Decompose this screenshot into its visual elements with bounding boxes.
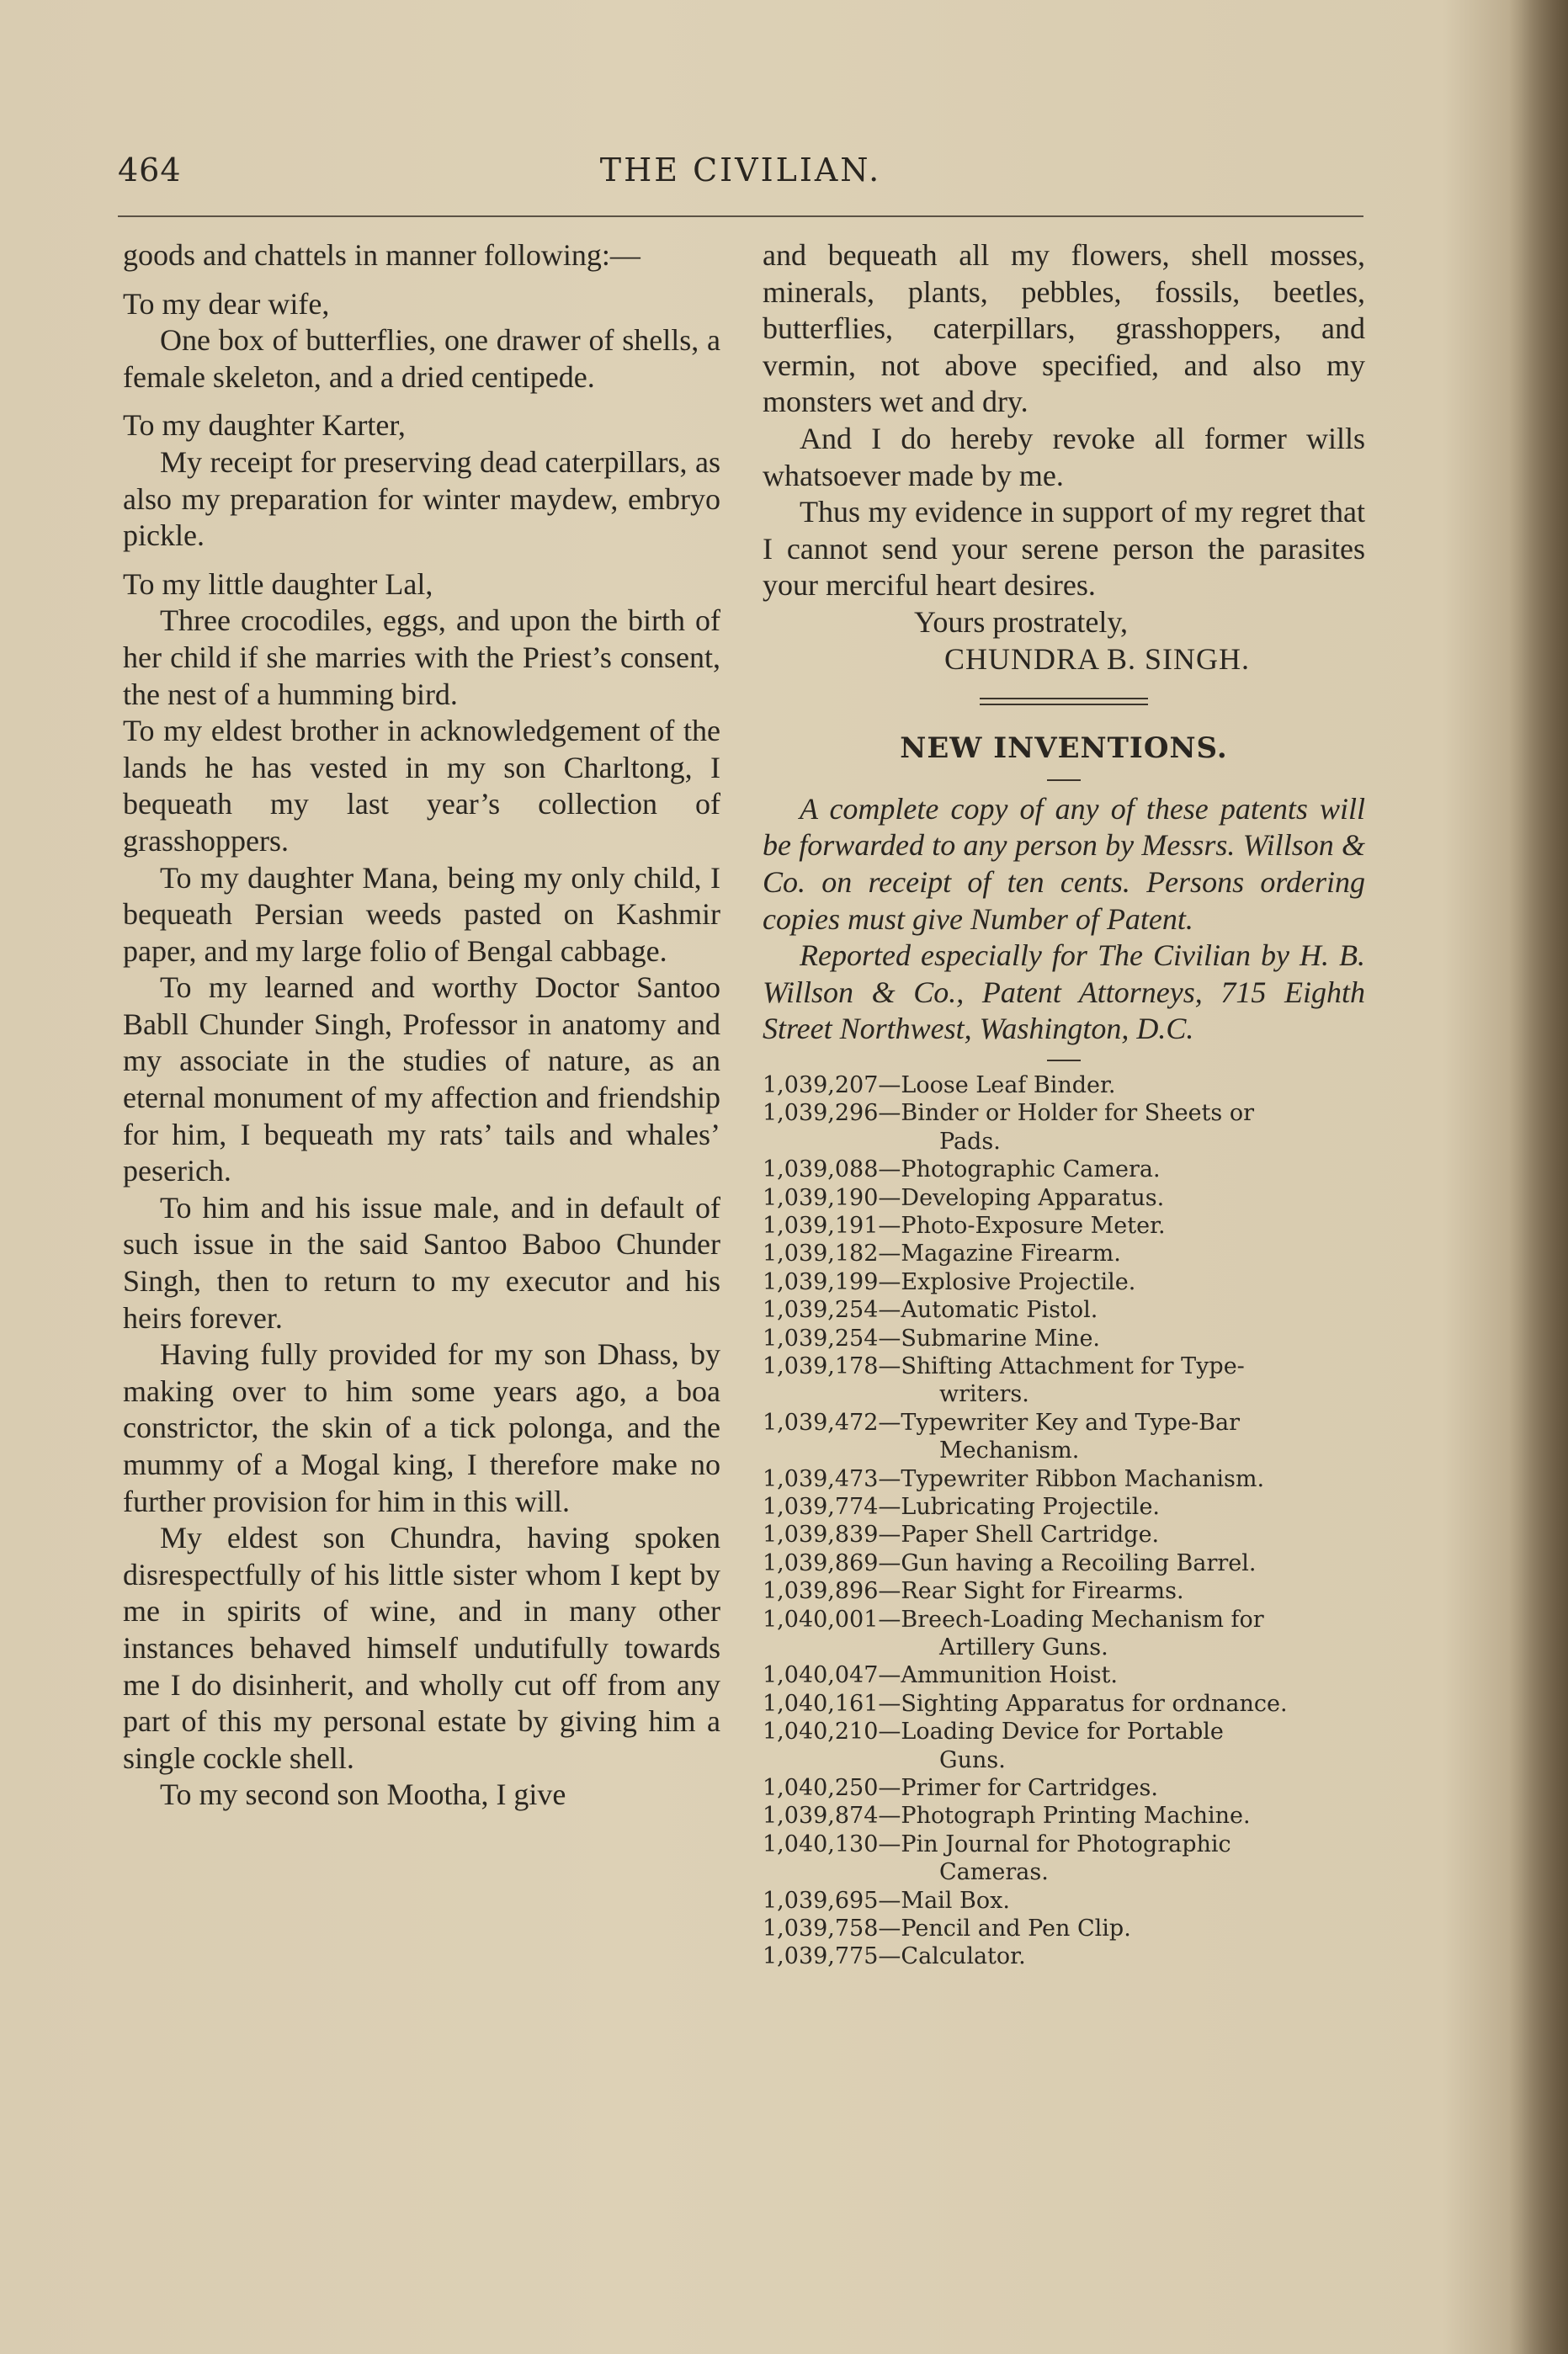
patent-title: Sighting Apparatus for ordnance. bbox=[901, 1690, 1288, 1717]
section-intro: A complete copy of any of these patents will be forwarded to any person by Messrs. Willson & Co. on receipt of ten cents. Persons ordering copies must give Number of Patent. bbox=[763, 791, 1365, 936]
em-dash: — bbox=[878, 1662, 901, 1689]
patent-number: 1,039,839 bbox=[763, 1522, 879, 1549]
em-dash: — bbox=[878, 1775, 901, 1802]
patent-title: Calculator. bbox=[901, 1943, 1026, 1970]
em-dash: — bbox=[878, 1297, 901, 1324]
patent-number: 1,039,473 bbox=[763, 1465, 879, 1492]
em-dash: — bbox=[878, 1522, 901, 1549]
book-spine-shadow bbox=[1509, 0, 1568, 2354]
patent-title-continuation: Guns. bbox=[939, 1746, 1006, 1773]
patent-title: Photograph Printing Machine. bbox=[901, 1803, 1251, 1830]
patent-item bbox=[763, 1690, 1365, 1718]
patent-number: 1,039,869 bbox=[763, 1549, 879, 1576]
paragraph: One box of butterflies, one drawer of shells, a female skeleton, and a dried centipede. bbox=[123, 323, 720, 394]
em-dash: — bbox=[878, 1352, 901, 1379]
patent-item bbox=[763, 1521, 1365, 1549]
patent-title: Explosive Projectile. bbox=[901, 1268, 1136, 1295]
patent-item bbox=[763, 1240, 1365, 1267]
patent-title-continuation: Artillery Guns. bbox=[939, 1634, 1108, 1661]
patent-item bbox=[763, 1802, 1365, 1830]
section-credit: Reported especially for The Civilian by H. B. Willson & Co., Patent Attorneys, 715 Eighth Street Northwest, Washington, D.C. bbox=[763, 938, 1365, 1046]
em-dash: — bbox=[878, 1409, 901, 1436]
patent-item bbox=[763, 1325, 1365, 1352]
patent-item bbox=[763, 1718, 1365, 1774]
em-dash: — bbox=[878, 1606, 901, 1633]
patent-item bbox=[763, 1942, 1365, 1970]
paragraph: Having fully provided for my son Dhass, by making over to him some years ago, a boa constrictor, the skin of a tick polonga, and the mummy of a Mogal king, I therefore make no further provision for him in this will. bbox=[123, 1337, 720, 1518]
em-dash: — bbox=[878, 1071, 901, 1098]
em-dash: — bbox=[878, 1268, 901, 1295]
patent-number: 1,039,182 bbox=[763, 1241, 879, 1267]
section-title: NEW INVENTIONS. bbox=[900, 731, 1228, 766]
em-dash: — bbox=[878, 1156, 901, 1183]
running-head bbox=[118, 151, 1363, 202]
patent-title: Typewriter Key and Type-Bar bbox=[901, 1409, 1241, 1436]
patent-title: Magazine Firearm. bbox=[901, 1241, 1121, 1267]
patent-item bbox=[763, 1774, 1365, 1802]
patent-number: 1,039,774 bbox=[763, 1493, 879, 1520]
em-dash: — bbox=[878, 1465, 901, 1492]
patent-number: 1,040,001 bbox=[763, 1606, 879, 1633]
left-column bbox=[123, 237, 720, 1814]
paragraph: and bequeath all my flowers, shell mosses, minerals, plants, pebbles, fossils, beetles, butterflies, caterpillars, grasshoppers, and vermin, not above specified, and also my monsters wet and dry. bbox=[763, 238, 1365, 419]
patent-number: 1,039,896 bbox=[763, 1578, 879, 1605]
patent-number: 1,040,047 bbox=[763, 1662, 879, 1689]
patent-number: 1,039,207 bbox=[763, 1071, 879, 1098]
patent-number: 1,039,254 bbox=[763, 1325, 879, 1352]
spacer bbox=[123, 396, 720, 407]
patent-number: 1,039,191 bbox=[763, 1212, 879, 1239]
em-dash: — bbox=[878, 1803, 901, 1830]
signature: CHUNDRA B. SINGH. bbox=[944, 641, 1251, 676]
patent-number: 1,039,874 bbox=[763, 1803, 879, 1830]
patent-title: Paper Shell Cartridge. bbox=[901, 1522, 1160, 1549]
patent-number: 1,039,199 bbox=[763, 1268, 879, 1295]
patent-title: Submarine Mine. bbox=[901, 1325, 1101, 1352]
paragraph: goods and chattels in manner following:— bbox=[123, 238, 640, 272]
paragraph: To my eldest brother in acknowledgement of the lands he has vested in my son Charltong, I bequeath my last year’s collection of grasshoppers. bbox=[123, 714, 720, 858]
paragraph: To my second son Mootha, I give bbox=[160, 1777, 566, 1812]
paragraph: Thus my evidence in support of my regret that I cannot send your serene person the parasites your merciful heart desires. bbox=[763, 495, 1365, 603]
right-column bbox=[763, 237, 1365, 1971]
patent-number: 1,040,161 bbox=[763, 1690, 879, 1717]
em-dash: — bbox=[878, 1943, 901, 1970]
paragraph: And I do hereby revoke all former wills whatsoever made by me. bbox=[763, 421, 1365, 492]
patent-item bbox=[763, 1296, 1365, 1324]
closing: Yours prostrately, bbox=[914, 604, 1129, 639]
patent-item bbox=[763, 1606, 1365, 1662]
patent-number: 1,039,254 bbox=[763, 1297, 879, 1324]
patent-title: Loose Leaf Binder. bbox=[901, 1071, 1116, 1098]
paragraph: My receipt for preserving dead caterpillars, as also my preparation for winter maydew, embryo pickle. bbox=[123, 444, 720, 553]
patent-item bbox=[763, 1915, 1365, 1942]
paragraph: To him and his issue male, and in default of such issue in the said Santoo Baboo Chunder Singh, then to return to my executor and his heirs forever. bbox=[123, 1190, 720, 1335]
patent-title: Pin Journal for Photographic bbox=[901, 1831, 1231, 1857]
patent-title: Lubricating Projectile. bbox=[901, 1493, 1161, 1520]
patent-title: Loading Device for Portable bbox=[901, 1719, 1224, 1746]
bequest-recipient: To my little daughter Lal, bbox=[123, 566, 433, 601]
patent-number: 1,039,758 bbox=[763, 1916, 879, 1942]
em-dash: — bbox=[878, 1325, 901, 1352]
patent-title: Binder or Holder for Sheets or bbox=[901, 1100, 1255, 1127]
header-rule bbox=[118, 215, 1363, 217]
patent-item bbox=[763, 1549, 1365, 1577]
patent-number: 1,039,472 bbox=[763, 1409, 879, 1436]
patent-title: Rear Sight for Firearms. bbox=[901, 1578, 1184, 1605]
title-rule bbox=[1047, 779, 1081, 781]
list-rule bbox=[1047, 1060, 1081, 1061]
em-dash: — bbox=[878, 1887, 901, 1914]
patent-item bbox=[763, 1831, 1365, 1887]
patent-item bbox=[763, 1156, 1365, 1183]
patent-item bbox=[763, 1661, 1365, 1689]
em-dash: — bbox=[878, 1241, 901, 1267]
em-dash: — bbox=[878, 1549, 901, 1576]
patent-title: Ammunition Hoist. bbox=[901, 1662, 1118, 1689]
em-dash: — bbox=[878, 1916, 901, 1942]
patent-title-continuation: Mechanism. bbox=[939, 1437, 1080, 1464]
paragraph: To my learned and worthy Doctor Santoo Babll Chunder Singh, Professor in anatomy and my associate in the studies of nature, as an eternal monument of my affection and friendship for him, I bequeath my rats’ tails and whales’ peserich. bbox=[123, 970, 720, 1188]
patent-number: 1,039,695 bbox=[763, 1887, 879, 1914]
journal-title: THE CIVILIAN. bbox=[599, 151, 882, 189]
patent-item bbox=[763, 1268, 1365, 1296]
patent-title-continuation: writers. bbox=[939, 1381, 1029, 1408]
em-dash: — bbox=[878, 1831, 901, 1857]
patent-item bbox=[763, 1212, 1365, 1240]
patent-item bbox=[763, 1493, 1365, 1521]
em-dash: — bbox=[878, 1493, 901, 1520]
patent-number: 1,039,296 bbox=[763, 1100, 879, 1127]
patent-title: Photo-Exposure Meter. bbox=[901, 1212, 1166, 1239]
bequest-recipient: To my daughter Karter, bbox=[123, 408, 406, 443]
patent-number: 1,039,775 bbox=[763, 1943, 879, 1970]
patent-title: Primer for Cartridges. bbox=[901, 1775, 1158, 1802]
patent-title: Typewriter Ribbon Machanism. bbox=[901, 1465, 1265, 1492]
paragraph: My eldest son Chundra, having spoken disrespectfully of his little sister whom I kept by me in spirits of wine, and in many other instances behaved himself undutifully towards me I do disinherit, and wholly cut off from any part of this my personal estate by giving him a single cockle shell. bbox=[123, 1521, 720, 1775]
patent-number: 1,040,250 bbox=[763, 1775, 879, 1802]
paragraph: Three crocodiles, eggs, and upon the birth of her child if she marries with the Priest’s consent, the nest of a humming bird. bbox=[123, 603, 720, 711]
spacer bbox=[123, 555, 720, 566]
patent-title-continuation: Pads. bbox=[939, 1128, 1001, 1155]
em-dash: — bbox=[878, 1719, 901, 1746]
patent-item bbox=[763, 1887, 1365, 1915]
patent-item bbox=[763, 1184, 1365, 1212]
patent-number: 1,039,178 bbox=[763, 1352, 879, 1379]
patent-title: Automatic Pistol. bbox=[901, 1297, 1098, 1324]
patent-title: Breech-Loading Mechanism for bbox=[901, 1606, 1264, 1633]
patent-number: 1,039,088 bbox=[763, 1156, 879, 1183]
patent-item bbox=[763, 1465, 1365, 1493]
page-number: 464 bbox=[118, 151, 182, 189]
patent-title: Shifting Attachment for Type- bbox=[901, 1352, 1245, 1379]
em-dash: — bbox=[878, 1690, 901, 1717]
patent-item bbox=[763, 1577, 1365, 1605]
bequest-recipient: To my dear wife, bbox=[123, 286, 330, 321]
patent-number: 1,040,130 bbox=[763, 1831, 879, 1857]
patent-item bbox=[763, 1352, 1365, 1409]
spacer bbox=[123, 274, 720, 286]
patent-title: Pencil and Pen Clip. bbox=[901, 1916, 1131, 1942]
patent-item bbox=[763, 1099, 1365, 1156]
section-divider bbox=[980, 698, 1148, 705]
patent-title-continuation: Cameras. bbox=[939, 1859, 1049, 1886]
patent-title: Mail Box. bbox=[901, 1887, 1010, 1914]
em-dash: — bbox=[878, 1184, 901, 1211]
patent-title: Photographic Camera. bbox=[901, 1156, 1161, 1183]
patent-title: Developing Apparatus. bbox=[901, 1184, 1165, 1211]
em-dash: — bbox=[878, 1100, 901, 1127]
patent-list bbox=[763, 1071, 1365, 1971]
paragraph: To my daughter Mana, being my only child, I bequeath Persian weeds pasted on Kashmir paper, and my large folio of Bengal cabbage. bbox=[123, 860, 720, 968]
em-dash: — bbox=[878, 1212, 901, 1239]
patent-item bbox=[763, 1071, 1365, 1099]
patent-number: 1,040,210 bbox=[763, 1719, 879, 1746]
em-dash: — bbox=[878, 1578, 901, 1605]
patent-item bbox=[763, 1409, 1365, 1465]
patent-title: Gun having a Recoiling Barrel. bbox=[901, 1549, 1257, 1576]
patent-number: 1,039,190 bbox=[763, 1184, 879, 1211]
